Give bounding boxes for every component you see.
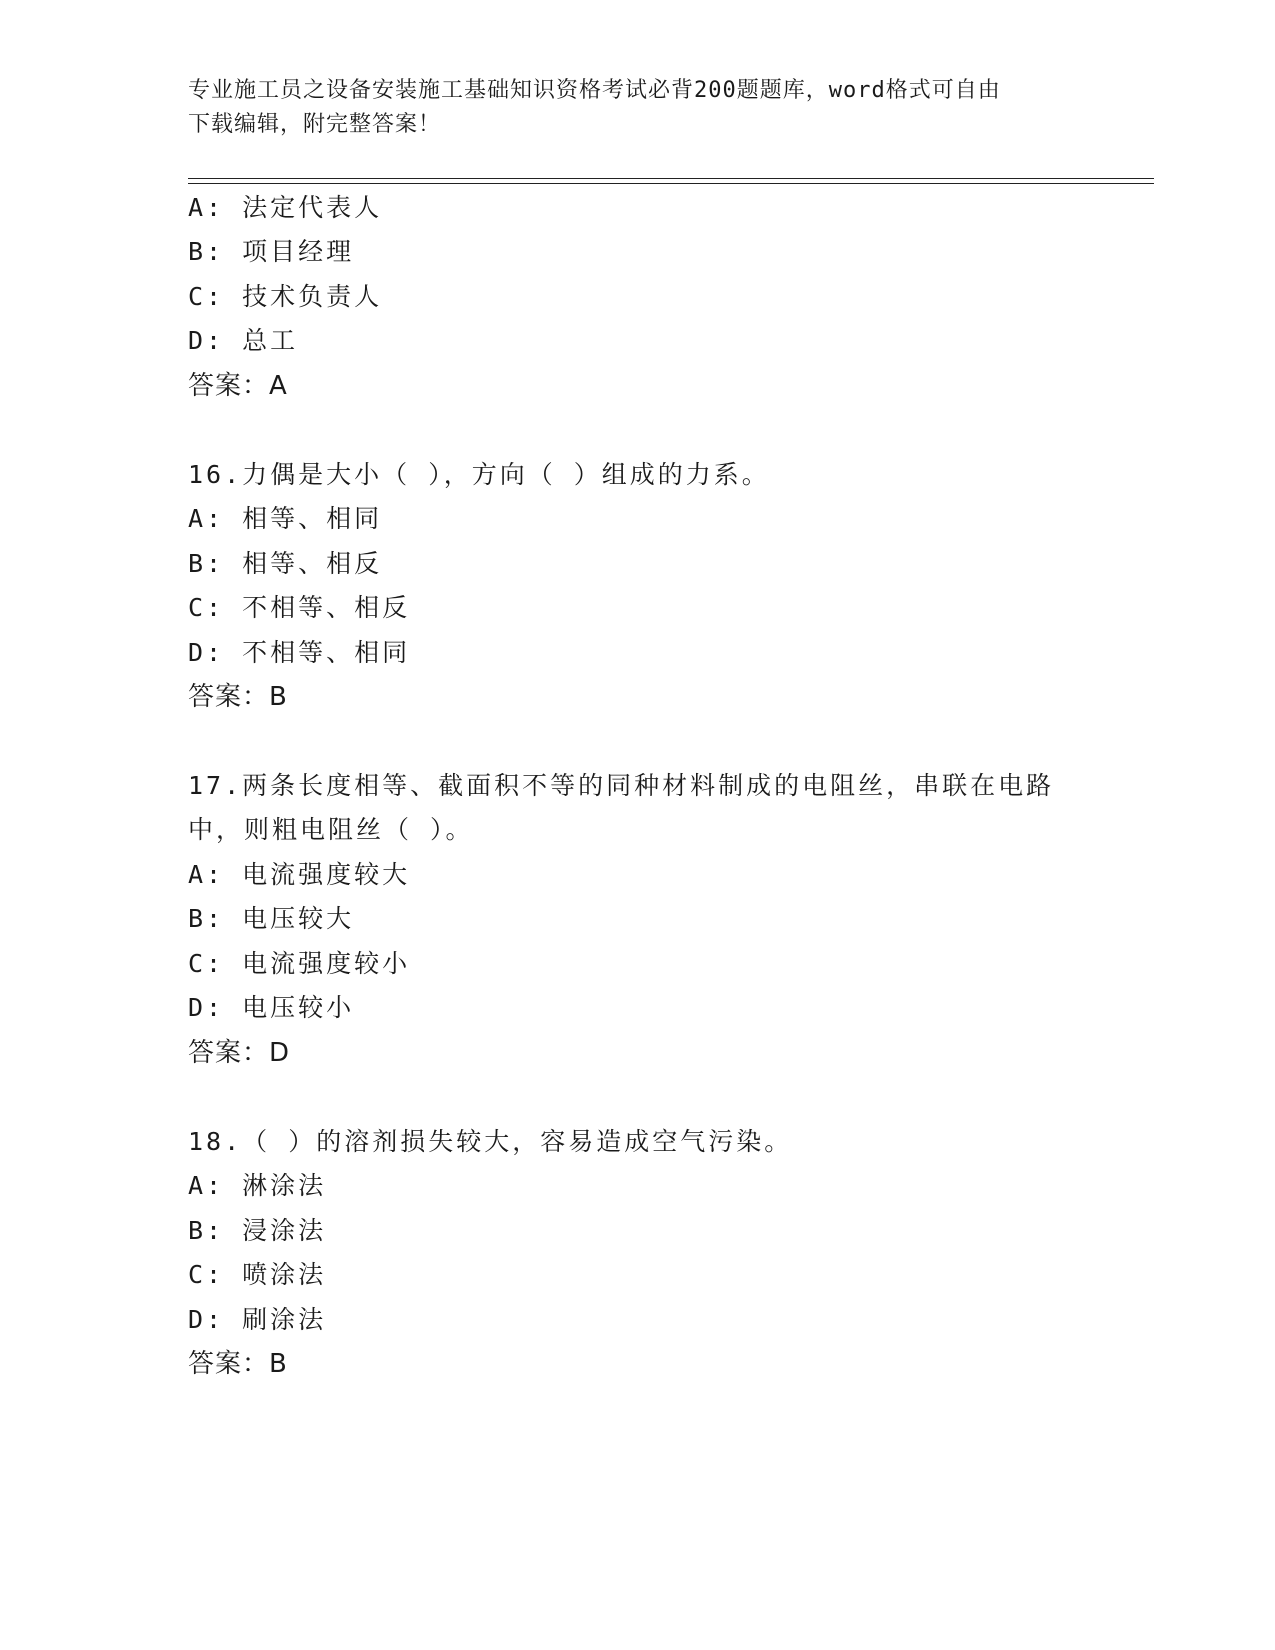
q18-option-c: C: 喷涂法 [188, 1260, 327, 1289]
q17-stem-line-1: 17.两条长度相等、截面积不等的同种材料制成的电阻丝，串联在电路 [188, 771, 1055, 800]
q18-option-d: D: 刷涂法 [188, 1305, 327, 1334]
q17-option-a: A: 电流强度较大 [188, 860, 411, 889]
q17-option-d: D: 电压较小 [188, 993, 355, 1022]
q15-option-c: C: 技术负责人 [188, 282, 383, 311]
q16-option-d: D: 不相等、相同 [188, 638, 411, 667]
q16-option-b: B: 相等、相反 [188, 549, 383, 578]
q15-answer: 答案：A [188, 371, 288, 401]
q18-answer: 答案：B [188, 1349, 288, 1379]
q16-option-c: C: 不相等、相反 [188, 593, 411, 622]
q18-stem: 18.（ ）的溶剂损失较大，容易造成空气污染。 [188, 1127, 793, 1156]
q18-option-a: A: 淋涂法 [188, 1171, 327, 1200]
q16-option-a: A: 相等、相同 [188, 504, 383, 533]
document-header [188, 74, 1088, 142]
q17-stem-line-2: 中，则粗电阻丝（ ）。 [188, 815, 474, 844]
q15-option-a: A: 法定代表人 [188, 193, 383, 222]
q17-option-b: B: 电压较大 [188, 904, 355, 933]
header-line-1: 专业施工员之设备安装施工基础知识资格考试必背200题题库，word格式可自由 [188, 78, 1001, 103]
header-divider-top [188, 178, 1154, 179]
q18-option-b: B: 浸涂法 [188, 1216, 327, 1245]
header-line-2: 下载编辑，附完整答案！ [188, 112, 442, 137]
q16-answer: 答案：B [188, 682, 288, 712]
q17-option-c: C: 电流强度较小 [188, 949, 411, 978]
header-divider-bottom [188, 183, 1154, 184]
q15-option-d: D: 总工 [188, 326, 299, 355]
q16-stem: 16.力偶是大小（ ），方向（ ）组成的力系。 [188, 460, 770, 489]
q17-answer: 答案：D [188, 1038, 291, 1068]
q15-option-b: B: 项目经理 [188, 237, 355, 266]
